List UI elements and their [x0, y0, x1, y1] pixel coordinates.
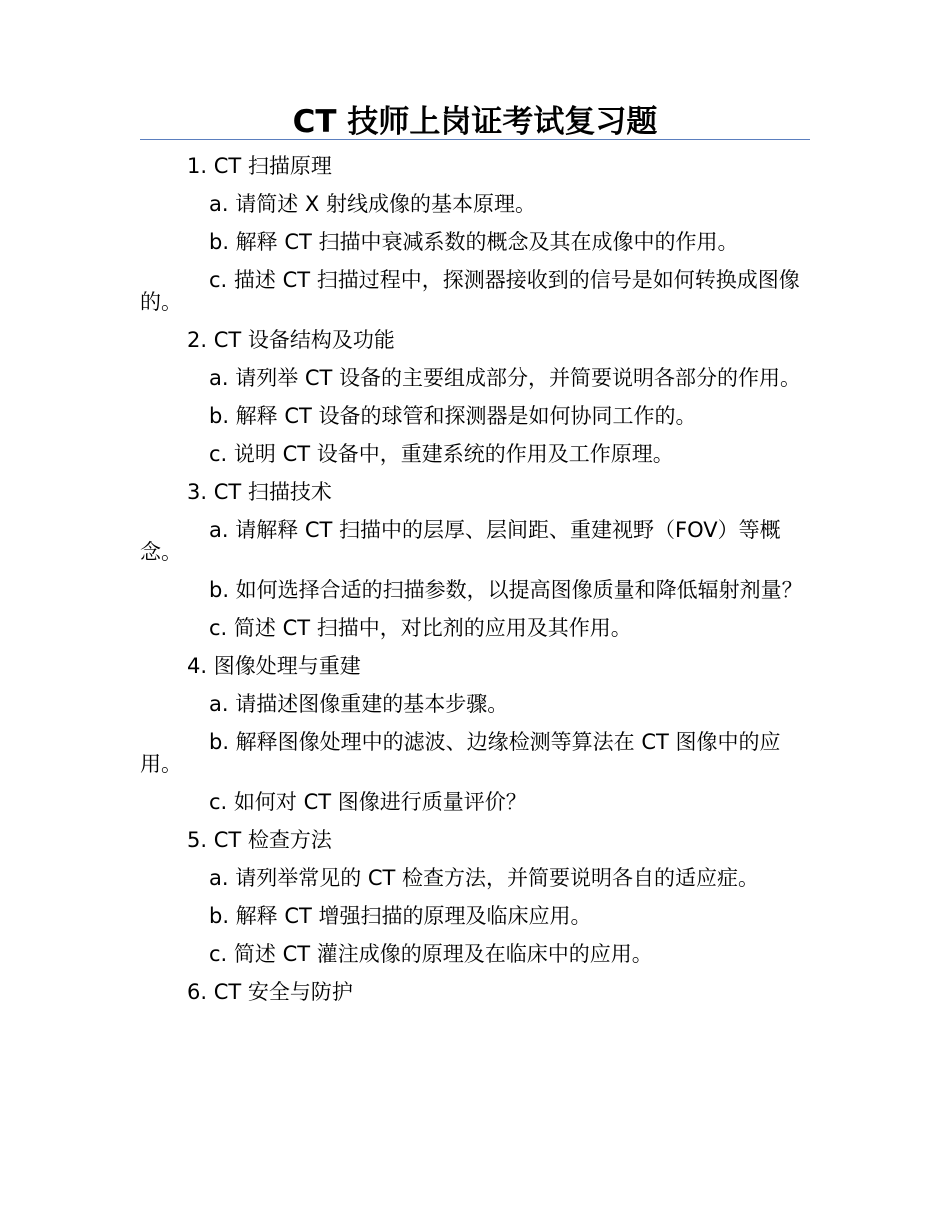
document-title: CT 技师上岗证考试复习题	[292, 104, 658, 140]
question-item: c. 简述 CT 扫描中，对比剂的应用及其作用。	[209, 616, 632, 640]
section-heading: 6. CT 安全与防护	[187, 980, 353, 1004]
section-heading: 1. CT 扫描原理	[187, 154, 332, 178]
question-item: a. 请简述 X 射线成像的基本原理。	[209, 192, 536, 216]
section-heading: 5. CT 检查方法	[187, 828, 332, 852]
question-item: c. 描述 CT 扫描过程中，探测器接收到的信号是如何转换成图像的。	[140, 268, 800, 314]
section-heading: 3. CT 扫描技术	[187, 480, 332, 504]
document-body	[140, 155, 812, 1019]
question-item: b. 解释 CT 增强扫描的原理及临床应用。	[209, 904, 592, 928]
section-ct-equipment	[140, 329, 812, 465]
section-ct-exam-methods	[140, 829, 812, 965]
title-underline	[140, 139, 810, 140]
question-item: b. 如何选择合适的扫描参数，以提高图像质量和降低辐射剂量？	[209, 578, 803, 602]
question-item: a. 请列举常见的 CT 检查方法，并简要说明各自的适应症。	[209, 866, 760, 890]
question-item: c. 简述 CT 灌注成像的原理及在临床中的应用。	[209, 942, 653, 966]
section-ct-scan-technique	[140, 481, 812, 639]
section-image-processing	[140, 655, 812, 813]
section-ct-scan-principle	[140, 155, 812, 313]
section-heading: 4. 图像处理与重建	[187, 654, 361, 678]
question-item: a. 请描述图像重建的基本步骤。	[209, 692, 509, 716]
question-item: c. 说明 CT 设备中，重建系统的作用及工作原理。	[209, 442, 674, 466]
question-item: b. 解释 CT 设备的球管和探测器是如何协同工作的。	[209, 404, 697, 428]
question-item: c. 如何对 CT 图像进行质量评价？	[209, 790, 527, 814]
question-item: b. 解释 CT 扫描中衰减系数的概念及其在成像中的作用。	[209, 230, 739, 254]
question-item: a. 请解释 CT 扫描中的层厚、层间距、重建视野（FOV）等概念。	[140, 518, 781, 564]
section-heading: 2. CT 设备结构及功能	[187, 328, 395, 352]
question-item: a. 请列举 CT 设备的主要组成部分，并简要说明各部分的作用。	[209, 366, 802, 390]
section-ct-safety	[140, 981, 812, 1003]
question-item: b. 解释图像处理中的滤波、边缘检测等算法在 CT 图像中的应用。	[140, 730, 781, 776]
